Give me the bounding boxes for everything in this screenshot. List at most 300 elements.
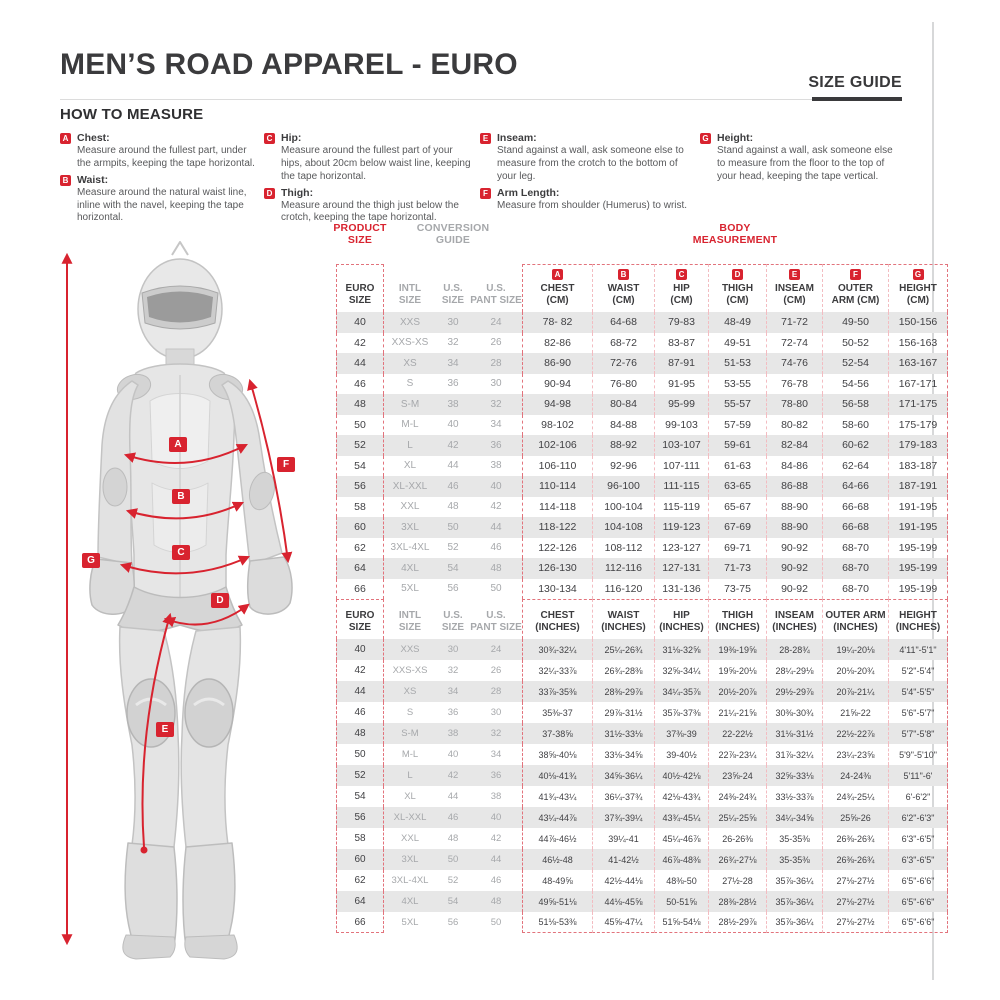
outer-arm-header <box>822 599 888 639</box>
inseam-in: 32⅝-33⅛ <box>766 765 822 786</box>
outer-arm-cm: 62-64 <box>822 456 888 477</box>
intl-size-cm: XXS <box>399 316 420 328</box>
chest-cm: 98-102 <box>522 415 592 436</box>
outer-arm-in: 20⅞-21¼ <box>822 681 888 702</box>
us-size-header <box>436 264 470 312</box>
header-label-line: (CM) <box>726 294 749 306</box>
us-size-in: 42 <box>447 770 459 781</box>
outer-arm-cm: 50-52 <box>822 333 888 354</box>
table-row-size-50-in <box>336 744 948 765</box>
table-row-size-60-cm <box>336 517 948 538</box>
height-header <box>888 599 948 639</box>
chest-cm: 78- 82 <box>522 312 592 333</box>
rider-figure <box>40 235 340 965</box>
conversion-guide-group-header <box>384 222 522 247</box>
us-pant-size-cm: 36 <box>490 439 502 451</box>
table-row-size-58-cm <box>336 497 948 518</box>
measure-column-3 <box>480 132 696 215</box>
height-in: 6'3"-6'5" <box>888 849 948 870</box>
hip-in: 50-51⅝ <box>654 891 708 912</box>
intl-size-in: S-M <box>401 728 419 739</box>
inseam-cm: 88-90 <box>766 517 822 538</box>
measure-desc: Stand against a wall, ask someone else to measure from the crotch to the bottom of your leg. <box>497 145 684 182</box>
waist-in: 41-42½ <box>592 849 654 870</box>
euro-size-cm: 54 <box>336 456 384 477</box>
waist-cm: 104-108 <box>592 517 654 538</box>
header-label-line: SIZE <box>398 621 422 633</box>
us-size-cm: 30 <box>447 316 459 328</box>
hip-in: 48⅜-50 <box>654 870 708 891</box>
us-pant-size-cm: 42 <box>490 501 502 513</box>
inseam-in: 35⅞-36¼ <box>766 891 822 912</box>
chest-cm: 122-126 <box>522 538 592 559</box>
intl-size-cm: XS <box>403 357 417 369</box>
us-pant-size-cm: 38 <box>490 460 502 472</box>
outer-arm-in: 22½-22⅞ <box>822 723 888 744</box>
table-row-size-66-cm <box>336 579 948 600</box>
measure-desc: Stand against a wall, ask someone else to measure from the floor to the top of your head, keeping the tape vertical. <box>717 145 893 182</box>
us-pant-size-in: 34 <box>490 749 502 760</box>
how-to-measure-heading: HOW TO MEASURE <box>60 106 204 123</box>
measure-name: Inseam: <box>497 132 537 144</box>
thigh-header <box>708 599 766 639</box>
us-pant-size-cm: 24 <box>490 316 502 328</box>
outer-arm-in: 20⅛-20¾ <box>822 660 888 681</box>
height-in: 5'9"-5'10" <box>888 744 948 765</box>
header-label-line: CHEST <box>540 282 575 294</box>
measure-name: Arm Length: <box>497 186 560 199</box>
us-size-cm: 48 <box>447 501 459 513</box>
table-row-size-50-cm <box>336 415 948 436</box>
hip-in: 40½-42⅛ <box>654 765 708 786</box>
intl-size-cm: 5XL <box>401 583 419 595</box>
table-row-size-62-cm <box>336 538 948 559</box>
table-row-size-60-in <box>336 849 948 870</box>
intl-size-in: XXL <box>401 833 419 844</box>
group-label-line: CONVERSION <box>416 222 490 234</box>
outer-arm-cm: 54-56 <box>822 374 888 395</box>
header-label-line: INTL <box>398 282 422 294</box>
header-label-line: HEIGHT <box>899 609 937 621</box>
letter-badge-b: B <box>618 269 629 280</box>
outer-arm-cm: 56-58 <box>822 394 888 415</box>
waist-cm: 100-104 <box>592 497 654 518</box>
size-table <box>333 220 948 933</box>
euro-size-cm: 60 <box>336 517 384 538</box>
us-size-in: 54 <box>447 896 459 907</box>
hip-in: 42⅛-43¾ <box>654 786 708 807</box>
euro-size-in: 58 <box>336 828 384 849</box>
euro-size-header <box>336 264 384 312</box>
figure-label-d: D <box>211 593 229 608</box>
letter-badge-e: E <box>480 133 491 144</box>
intl-size-header <box>384 599 436 639</box>
header-label-line: SIZE <box>441 621 465 633</box>
intl-size-in: 3XL-4XL <box>391 875 429 886</box>
measure-item-height <box>700 132 896 184</box>
outer-arm-cm: 68-70 <box>822 558 888 579</box>
inseam-cm: 90-92 <box>766 538 822 559</box>
hip-in: 46⅞-48⅜ <box>654 849 708 870</box>
us-size-cm: 44 <box>447 460 459 472</box>
height-in: 6'-6'2" <box>888 786 948 807</box>
hip-cm: 119-123 <box>654 517 708 538</box>
waist-in: 25¼-26¾ <box>592 639 654 660</box>
chest-cm: 118-122 <box>522 517 592 538</box>
inseam-in: 31⅞-32¼ <box>766 744 822 765</box>
header-label-line: OUTER ARM <box>825 609 886 621</box>
table-row-size-64-cm <box>336 558 948 579</box>
header-label-line: (CM) <box>783 294 806 306</box>
page-title: MEN’S ROAD APPAREL - EURO <box>60 48 518 81</box>
chest-cm: 90-94 <box>522 374 592 395</box>
header-label-line: HIP <box>673 609 690 621</box>
header-label-line: U.S. <box>486 609 506 621</box>
us-size-cm: 42 <box>447 439 459 451</box>
size-guide-underline <box>812 97 902 101</box>
thigh-cm: 53-55 <box>708 374 766 395</box>
header-label-line: HEIGHT <box>899 282 937 294</box>
inseam-cm: 74-76 <box>766 353 822 374</box>
intl-size-cm: XL-XXL <box>392 480 428 492</box>
hip-cm: 79-83 <box>654 312 708 333</box>
us-pant-size-cm: 40 <box>490 480 502 492</box>
thigh-in: 28⅜-28½ <box>708 891 766 912</box>
euro-size-cm: 66 <box>336 579 384 600</box>
us-size-cm: 52 <box>447 542 459 554</box>
us-size-cm: 56 <box>447 583 459 595</box>
measure-item-waist <box>60 174 262 226</box>
inseam-in: 29½-29⅞ <box>766 681 822 702</box>
measure-name: Thigh: <box>281 186 314 199</box>
inch-rows <box>336 639 948 933</box>
height-in: 5'6"-5'7" <box>888 702 948 723</box>
outer-arm-cm: 68-70 <box>822 538 888 559</box>
header-label-line: INSEAM <box>775 282 814 294</box>
euro-size-cm: 40 <box>336 312 384 333</box>
height-in: 6'2"-6'3" <box>888 807 948 828</box>
header-label-line: U.S. <box>486 282 506 294</box>
height-cm: 195-199 <box>888 579 948 600</box>
thigh-in: 24⅜-24¾ <box>708 786 766 807</box>
header-label-line: INTL <box>398 609 422 621</box>
chest-in: 41¾-43¼ <box>522 786 592 807</box>
letter-badge-f: F <box>850 269 861 280</box>
header-label-line: (INCHES) <box>659 621 704 633</box>
waist-in: 42½-44⅛ <box>592 870 654 891</box>
header-label-line: CHEST <box>540 609 575 621</box>
inseam-header <box>766 264 822 312</box>
us-size-in: 50 <box>447 854 459 865</box>
height-cm: 171-175 <box>888 394 948 415</box>
hip-header <box>654 599 708 639</box>
intl-size-in: L <box>407 770 413 781</box>
height-cm: 167-171 <box>888 374 948 395</box>
height-cm: 150-156 <box>888 312 948 333</box>
us-pant-size-in: 40 <box>490 812 502 823</box>
chest-cm: 94-98 <box>522 394 592 415</box>
chest-header <box>522 264 592 312</box>
us-pant-size-in: 32 <box>490 728 502 739</box>
thigh-in: 25¼-25⅝ <box>708 807 766 828</box>
letter-badge-g: G <box>700 133 711 144</box>
height-cm: 191-195 <box>888 517 948 538</box>
inseam-cm: 84-86 <box>766 456 822 477</box>
hip-cm: 107-111 <box>654 456 708 477</box>
outer-arm-cm: 68-70 <box>822 579 888 600</box>
waist-header <box>592 599 654 639</box>
height-in: 5'11"-6' <box>888 765 948 786</box>
us-size-cm: 36 <box>447 378 459 390</box>
table-row-size-52-in <box>336 765 948 786</box>
chest-header <box>522 599 592 639</box>
chest-in: 37-38⅝ <box>522 723 592 744</box>
us-pant-size-cm: 50 <box>490 583 502 595</box>
euro-size-cm: 48 <box>336 394 384 415</box>
waist-cm: 108-112 <box>592 538 654 559</box>
euro-size-cm: 42 <box>336 333 384 354</box>
euro-size-cm: 62 <box>336 538 384 559</box>
inseam-cm: 71-72 <box>766 312 822 333</box>
inseam-end-dot <box>141 847 148 854</box>
chest-cm: 86-90 <box>522 353 592 374</box>
waist-in: 28⅜-29⅞ <box>592 681 654 702</box>
us-size-cm: 32 <box>447 337 459 349</box>
body-measurement-group-header <box>522 222 948 247</box>
measure-item-arm-length <box>480 187 696 213</box>
height-cm: 191-195 <box>888 497 948 518</box>
outer-arm-cm: 66-68 <box>822 497 888 518</box>
intl-size-in: 5XL <box>401 917 419 928</box>
chest-in: 35⅜-37 <box>522 702 592 723</box>
height-in: 4'11"-5'1" <box>888 639 948 660</box>
thigh-header <box>708 264 766 312</box>
inseam-cm: 86-88 <box>766 476 822 497</box>
thigh-cm: 65-67 <box>708 497 766 518</box>
table-row-size-48-cm <box>336 394 948 415</box>
waist-cm: 88-92 <box>592 435 654 456</box>
us-pant-size-in: 28 <box>490 686 502 697</box>
header-divider <box>60 99 902 100</box>
table-row-size-64-in <box>336 891 948 912</box>
us-pant-size-cm: 28 <box>490 357 502 369</box>
intl-size-in: XXS <box>400 644 420 655</box>
us-size-in: 44 <box>447 791 459 802</box>
letter-badge-d: D <box>264 188 275 199</box>
table-row-size-58-in <box>336 828 948 849</box>
thigh-in: 27½-28 <box>708 870 766 891</box>
header-label-line: (CM) <box>670 294 693 306</box>
inseam-cm: 80-82 <box>766 415 822 436</box>
table-row-size-56-in <box>336 807 948 828</box>
rider-figure-area <box>40 235 340 965</box>
us-pant-size-in: 24 <box>490 644 502 655</box>
us-pant-size-cm: 46 <box>490 542 502 554</box>
hip-cm: 95-99 <box>654 394 708 415</box>
waist-in: 37¾-39¼ <box>592 807 654 828</box>
hip-in: 39-40½ <box>654 744 708 765</box>
us-size-cm: 40 <box>447 419 459 431</box>
us-size-cm: 46 <box>447 480 459 492</box>
chest-in: 48-49⅝ <box>522 870 592 891</box>
us-size-in: 36 <box>447 707 459 718</box>
group-label-line: GUIDE <box>435 234 471 247</box>
header-label-line: THIGH <box>721 282 754 294</box>
intl-size-cm: L <box>407 439 413 451</box>
figure-label-g: G <box>82 553 100 568</box>
euro-size-in: 54 <box>336 786 384 807</box>
waist-in: 26¾-28⅜ <box>592 660 654 681</box>
table-row-size-66-in <box>336 912 948 933</box>
us-size-in: 48 <box>447 833 459 844</box>
us-pant-size-cm: 30 <box>490 378 502 390</box>
chest-in: 46½-48 <box>522 849 592 870</box>
waist-cm: 64-68 <box>592 312 654 333</box>
chest-cm: 126-130 <box>522 558 592 579</box>
us-pant-size-in: 46 <box>490 875 502 886</box>
thigh-in: 28½-29⅞ <box>708 912 766 933</box>
chest-in: 38⅝-40⅛ <box>522 744 592 765</box>
us-pant-size-cm: 32 <box>490 398 502 410</box>
inseam-in: 35-35⅜ <box>766 849 822 870</box>
header-label-line: SIZE <box>398 294 422 306</box>
outer-arm-in: 24¾-25¼ <box>822 786 888 807</box>
hip-cm: 83-87 <box>654 333 708 354</box>
euro-size-in: 60 <box>336 849 384 870</box>
chest-in: 51⅛-53⅜ <box>522 912 592 933</box>
us-size-in: 32 <box>447 665 459 676</box>
waist-cm: 68-72 <box>592 333 654 354</box>
measure-desc: Measure around the fullest part of your hips, about 20cm below waist line, keeping the tape horizontal. <box>281 145 471 182</box>
chest-cm: 106-110 <box>522 456 592 477</box>
thigh-cm: 67-69 <box>708 517 766 538</box>
euro-size-cm: 44 <box>336 353 384 374</box>
measure-desc: Measure around the natural waist line, inline with the navel, keeping the tape horizontal. <box>77 186 247 224</box>
waist-cm: 72-76 <box>592 353 654 374</box>
hip-cm: 91-95 <box>654 374 708 395</box>
header-label-line: SIZE <box>441 294 465 306</box>
letter-badge-c: C <box>676 269 687 280</box>
thigh-in: 26¾-27⅛ <box>708 849 766 870</box>
table-row-size-54-in <box>336 786 948 807</box>
thigh-cm: 69-71 <box>708 538 766 559</box>
inseam-header <box>766 599 822 639</box>
waist-in: 34⅝-36¼ <box>592 765 654 786</box>
intl-size-cm: 3XL-4XL <box>390 542 430 554</box>
header-label-line: (CM) <box>612 294 635 306</box>
euro-size-in: 50 <box>336 744 384 765</box>
us-pant-size-in: 42 <box>490 833 502 844</box>
us-size-cm: 38 <box>447 398 459 410</box>
table-row-size-46-in <box>336 702 948 723</box>
figure-label-f: F <box>277 457 295 472</box>
waist-cm: 84-88 <box>592 415 654 436</box>
header-label-line: (CM) <box>906 294 930 306</box>
header-label-line: INSEAM <box>775 609 814 621</box>
outer-arm-cm: 64-66 <box>822 476 888 497</box>
outer-arm-in: 26⅜-26¾ <box>822 849 888 870</box>
outer-arm-in: 21⅝-22 <box>822 702 888 723</box>
intl-size-cm: S-M <box>400 398 420 410</box>
thigh-cm: 51-53 <box>708 353 766 374</box>
waist-header <box>592 264 654 312</box>
height-in: 6'3"-6'5" <box>888 828 948 849</box>
header-label-line: PANT SIZE <box>470 621 522 633</box>
height-in: 6'5"-6'6" <box>888 870 948 891</box>
waist-in: 45⅝-47¼ <box>592 912 654 933</box>
measure-desc: Measure from shoulder (Humerus) to wrist. <box>497 199 688 211</box>
header-label-line: (INCHES) <box>715 621 760 633</box>
waist-in: 44⅛-45⅝ <box>592 891 654 912</box>
waist-in: 29⅞-31½ <box>592 702 654 723</box>
intl-size-cm: 4XL <box>401 562 419 574</box>
euro-size-cm: 52 <box>336 435 384 456</box>
letter-badge-g: G <box>913 269 924 280</box>
group-label-line: PRODUCT <box>333 222 387 234</box>
intl-size-in: S <box>406 707 414 718</box>
header-label-line: (CM) <box>546 294 569 306</box>
waist-cm: 116-120 <box>592 579 654 600</box>
thigh-cm: 57-59 <box>708 415 766 436</box>
inseam-in: 28-28¾ <box>766 639 822 660</box>
hip-cm: 111-115 <box>654 476 708 497</box>
us-size-cm: 34 <box>447 357 459 369</box>
figure-label-b: B <box>172 489 190 504</box>
header-label-line: THIGH <box>721 609 754 621</box>
intl-size-in: 4XL <box>401 896 419 907</box>
thigh-in: 22-22½ <box>708 723 766 744</box>
us-size-in: 52 <box>447 875 459 886</box>
inseam-in: 34¼-34⅝ <box>766 807 822 828</box>
outer-arm-in: 27⅛-27½ <box>822 912 888 933</box>
us-size-in: 30 <box>447 644 459 655</box>
intl-size-cm: XL <box>403 460 417 472</box>
euro-size-cm: 56 <box>336 476 384 497</box>
euro-size-in: 62 <box>336 870 384 891</box>
header-label-line: U.S. <box>443 282 463 294</box>
figure-label-c: C <box>172 545 190 560</box>
cm-header-row <box>336 264 948 312</box>
inseam-in: 33½-33⅞ <box>766 786 822 807</box>
us-size-in: 34 <box>447 686 459 697</box>
header-label-line: EURO <box>345 282 375 294</box>
us-size-cm: 54 <box>447 562 459 574</box>
thigh-cm: 48-49 <box>708 312 766 333</box>
table-row-size-44-cm <box>336 353 948 374</box>
euro-size-in: 52 <box>336 765 384 786</box>
letter-badge-c: C <box>264 133 275 144</box>
header-label-line: WAIST <box>607 282 640 294</box>
hip-cm: 127-131 <box>654 558 708 579</box>
measure-name: Waist: <box>77 173 109 186</box>
chest-cm: 130-134 <box>522 579 592 600</box>
intl-size-cm: XXL <box>400 501 420 513</box>
height-in: 5'2"-5'4" <box>888 660 948 681</box>
header-label-line: OUTER <box>838 282 873 294</box>
thigh-cm: 71-73 <box>708 558 766 579</box>
height-in: 5'7"-5'8" <box>888 723 948 744</box>
intl-size-cm: M-L <box>401 419 419 431</box>
euro-size-in: 46 <box>336 702 384 723</box>
thigh-cm: 63-65 <box>708 476 766 497</box>
table-group-header-row <box>333 220 948 264</box>
us-size-in: 40 <box>447 749 459 760</box>
height-header <box>888 264 948 312</box>
inseam-in: 35-35⅜ <box>766 828 822 849</box>
table-row-size-52-cm <box>336 435 948 456</box>
chest-in: 33⅞-35⅜ <box>522 681 592 702</box>
outer-arm-in: 26⅜-26¾ <box>822 828 888 849</box>
